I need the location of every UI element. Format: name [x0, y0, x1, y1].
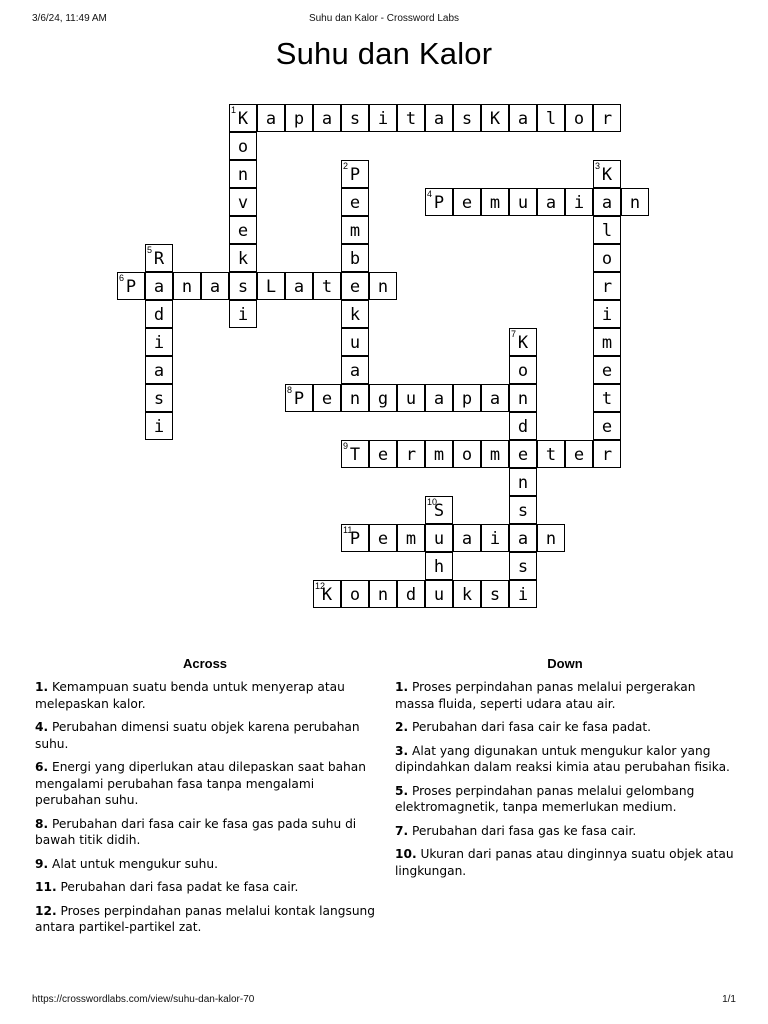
cell-letter: o	[573, 109, 585, 129]
cell-letter: m	[405, 529, 417, 549]
print-url: https://crosswordlabs.com/view/suhu-dan-kalor-70	[32, 994, 255, 1005]
cell-letter: g	[377, 389, 389, 409]
grid-cell	[509, 384, 537, 412]
grid-cell	[145, 244, 173, 272]
cell-letter: s	[237, 277, 249, 297]
grid-cell	[593, 160, 621, 188]
grid-cell	[369, 384, 397, 412]
cell-letter: a	[433, 109, 445, 129]
cell-letter: t	[545, 445, 557, 465]
cell-letter: o	[237, 137, 249, 157]
down-clue-list	[395, 679, 735, 879]
cell-letter: n	[181, 277, 193, 297]
clue-number: 4.	[35, 720, 49, 734]
cell-letter: k	[237, 249, 249, 269]
cell-letter: u	[349, 333, 361, 353]
cell-letter: K	[601, 165, 613, 185]
grid-cell	[425, 440, 453, 468]
clue-number: 8.	[35, 816, 49, 831]
grid-cell	[425, 524, 453, 552]
cell-letter: a	[153, 361, 165, 381]
cell-letter: n	[237, 165, 249, 185]
cell-letter: s	[461, 109, 473, 129]
down-clue	[395, 846, 735, 879]
grid-cell	[425, 580, 453, 608]
grid-cell	[397, 524, 425, 552]
clue-number: 5.	[395, 783, 409, 798]
grid-cell	[229, 272, 257, 300]
grid-cell	[369, 524, 397, 552]
clue-text: Perubahan dari fasa gas ke fasa cair.	[408, 823, 637, 838]
grid-cell	[397, 580, 425, 608]
clue-text: Perubahan dari fasa padat ke fasa cair.	[56, 880, 299, 894]
grid-cell	[341, 440, 369, 468]
grid-cell	[509, 412, 537, 440]
print-page-number: 1/1	[722, 994, 736, 1005]
grid-cell	[537, 440, 565, 468]
grid-cell	[229, 104, 257, 132]
grid-cell	[173, 272, 201, 300]
down-heading: Down	[547, 656, 583, 671]
cell-letter: i	[153, 333, 165, 353]
grid-cell	[341, 300, 369, 328]
grid-cell	[313, 580, 341, 608]
grid-cell	[453, 188, 481, 216]
grid-cell	[565, 188, 593, 216]
cell-letter: m	[489, 445, 501, 465]
cell-letter: e	[601, 417, 613, 437]
cell-letter: d	[153, 305, 165, 325]
grid-cell	[257, 104, 285, 132]
grid-cell	[341, 356, 369, 384]
grid-cell	[593, 300, 621, 328]
cell-letter: i	[153, 417, 165, 437]
cell-letter: b	[349, 249, 361, 269]
cell-letter: r	[601, 445, 613, 465]
cell-letter: a	[601, 193, 613, 213]
across-clue	[35, 856, 375, 873]
cell-letter: e	[573, 445, 585, 465]
cell-number: 9	[343, 441, 349, 451]
cell-letter: u	[517, 193, 529, 213]
cell-letter: a	[489, 389, 501, 409]
cell-letter: t	[321, 277, 333, 297]
grid-cell	[341, 272, 369, 300]
grid-cell	[341, 580, 369, 608]
clue-number: 10.	[395, 847, 417, 861]
across-clue	[35, 879, 375, 896]
grid-cell	[229, 244, 257, 272]
cell-letter: n	[377, 585, 389, 605]
across-clue	[35, 816, 375, 849]
clue-number: 3.	[395, 743, 409, 758]
clue-number: 1.	[35, 680, 49, 694]
cell-letter: P	[125, 277, 137, 297]
cell-number: 8	[287, 385, 293, 395]
cell-letter: k	[461, 585, 473, 605]
cell-letter: P	[293, 389, 305, 409]
cell-letter: o	[349, 585, 361, 605]
grid-cell	[313, 104, 341, 132]
grid-cell	[565, 440, 593, 468]
grid-cell	[425, 552, 453, 580]
grid-cell	[453, 104, 481, 132]
across-clue	[35, 679, 375, 712]
clue-text: Proses perpindahan panas melalui kontak langsung antara partikel-partikel zat.	[35, 903, 376, 934]
grid-cell	[425, 496, 453, 524]
clue-number: 2.	[395, 720, 409, 734]
cell-letter: o	[601, 249, 613, 269]
grid-cell	[117, 272, 145, 300]
grid-cell	[341, 328, 369, 356]
cell-letter: T	[349, 445, 361, 465]
grid-cell	[145, 300, 173, 328]
cell-letter: L	[265, 277, 277, 297]
clue-number: 1.	[395, 680, 409, 694]
cell-letter: a	[293, 277, 305, 297]
clue-number: 11.	[35, 880, 57, 894]
cell-letter: o	[517, 361, 529, 381]
grid-cell	[593, 328, 621, 356]
grid-cell	[509, 440, 537, 468]
grid-cell	[145, 412, 173, 440]
grid-cell	[341, 384, 369, 412]
cell-number: 7	[511, 329, 517, 339]
cell-letter: i	[601, 305, 613, 325]
cell-letter: s	[153, 389, 165, 409]
cell-letter: t	[601, 389, 613, 409]
cell-letter: i	[237, 305, 249, 325]
cell-letter: i	[517, 585, 529, 605]
cell-letter: m	[601, 333, 613, 353]
cell-letter: a	[153, 277, 165, 297]
across-clue	[35, 903, 375, 936]
grid-cell	[341, 160, 369, 188]
cell-letter: n	[517, 389, 529, 409]
cell-number: 1	[231, 105, 237, 115]
across-clue-list	[35, 679, 375, 936]
cell-letter: d	[517, 417, 529, 437]
grid-cell	[369, 580, 397, 608]
grid-cell	[593, 412, 621, 440]
cell-number: 11	[343, 525, 353, 535]
cell-letter: e	[237, 221, 249, 241]
cell-letter: n	[349, 389, 361, 409]
down-clue	[395, 719, 735, 736]
grid-cell	[397, 440, 425, 468]
cell-letter: s	[489, 585, 501, 605]
cell-letter: a	[433, 389, 445, 409]
grid-cell	[341, 188, 369, 216]
grid-cell	[537, 524, 565, 552]
grid-cell	[509, 552, 537, 580]
grid-cell	[229, 188, 257, 216]
cell-letter: a	[461, 529, 473, 549]
across-heading: Across	[182, 656, 228, 671]
grid-cell	[145, 356, 173, 384]
cell-letter: a	[545, 193, 557, 213]
cell-letter: n	[517, 473, 529, 493]
cell-letter: r	[601, 277, 613, 297]
down-clue	[395, 783, 735, 816]
cell-letter: e	[461, 193, 473, 213]
clue-text: Energi yang diperlukan atau dilepaskan saat bahan mengalami perubahan fasa tanpa mengalami perubahan suhu.	[35, 760, 366, 807]
down-clue	[395, 823, 735, 840]
cell-number: 3	[595, 161, 601, 171]
cell-letter: v	[237, 193, 249, 213]
cell-letter: n	[377, 277, 389, 297]
cell-number: 2	[343, 161, 349, 171]
clue-text: Proses perpindahan panas melalui gelombang elektromagnetik, tanpa memerlukan medium.	[395, 783, 695, 814]
grid-cell	[621, 188, 649, 216]
cell-letter: e	[321, 389, 333, 409]
grid-cell	[425, 104, 453, 132]
cell-number: 6	[119, 273, 125, 283]
cell-letter: m	[489, 193, 501, 213]
cell-letter: o	[461, 445, 473, 465]
grid-cell	[145, 384, 173, 412]
grid-cell	[593, 384, 621, 412]
down-clues	[395, 656, 735, 886]
clue-text: Ukuran dari panas atau dinginnya suatu objek atau lingkungan.	[395, 847, 734, 878]
cell-letter: d	[405, 585, 417, 605]
across-clues	[35, 656, 375, 943]
grid-cell	[565, 104, 593, 132]
grid-cell	[593, 440, 621, 468]
grid-cell	[509, 356, 537, 384]
cell-letter: P	[349, 529, 361, 549]
page-title: Suhu dan Kalor	[275, 36, 493, 71]
cell-letter: e	[377, 445, 389, 465]
cell-letter: r	[601, 109, 613, 129]
cell-number: 4	[427, 189, 433, 199]
cell-letter: l	[601, 221, 613, 241]
grid-cell	[285, 384, 313, 412]
grid-cell	[229, 160, 257, 188]
cell-letter: a	[321, 109, 333, 129]
grid-cell	[229, 216, 257, 244]
clue-number: 6.	[35, 760, 49, 774]
clue-number: 7.	[395, 823, 409, 838]
cell-letter: e	[349, 277, 361, 297]
cell-letter: e	[601, 361, 613, 381]
cell-letter: s	[517, 557, 529, 577]
cell-letter: n	[629, 193, 641, 213]
grid-cell	[369, 104, 397, 132]
grid-cell	[537, 104, 565, 132]
grid-cell	[285, 272, 313, 300]
clue-text: Perubahan dari fasa cair ke fasa gas pada suhu di bawah titik didih.	[35, 816, 357, 847]
cell-letter: i	[377, 109, 389, 129]
clue-text: Alat yang digunakan untuk mengukur kalor yang dipindahkan dalam reaksi kimia atau perubahan fisika.	[395, 743, 730, 774]
grid-cell	[481, 104, 509, 132]
grid-cell	[481, 188, 509, 216]
grid-cell	[341, 104, 369, 132]
grid-cell	[593, 104, 621, 132]
cell-letter: K	[321, 585, 333, 605]
grid-cell	[481, 384, 509, 412]
grid-cell	[313, 384, 341, 412]
cell-letter: a	[209, 277, 221, 297]
cell-letter: u	[433, 529, 445, 549]
grid-cell	[481, 580, 509, 608]
cell-letter: i	[573, 193, 585, 213]
cell-letter: K	[237, 109, 249, 129]
grid-cell	[229, 132, 257, 160]
grid-cell	[509, 328, 537, 356]
print-datetime: 3/6/24, 11:49 AM	[32, 13, 107, 24]
cell-letter: h	[433, 557, 445, 577]
cell-letter: e	[349, 193, 361, 213]
grid-cell	[593, 188, 621, 216]
grid-cell	[453, 524, 481, 552]
cell-letter: u	[433, 585, 445, 605]
grid-cell	[145, 328, 173, 356]
grid-cell	[145, 272, 173, 300]
grid-cell	[285, 104, 313, 132]
grid-cell	[509, 104, 537, 132]
down-clue	[395, 679, 735, 712]
clue-text: Perubahan dimensi suatu objek karena perubahan suhu.	[35, 720, 360, 751]
across-clue	[35, 759, 375, 809]
cell-letter: P	[433, 193, 445, 213]
cell-letter: a	[349, 361, 361, 381]
cell-number: 10	[427, 497, 438, 507]
grid-cell	[453, 580, 481, 608]
grid-cell	[593, 244, 621, 272]
grid-cell	[593, 356, 621, 384]
cell-letter: n	[545, 529, 557, 549]
cell-letter: K	[489, 109, 501, 129]
grid-cell	[481, 440, 509, 468]
grid-cell	[453, 440, 481, 468]
cell-letter: K	[517, 333, 529, 353]
clue-text: Kemampuan suatu benda untuk menyerap atau melepaskan kalor.	[35, 680, 345, 711]
grid-cell	[509, 188, 537, 216]
print-page-title: Suhu dan Kalor - Crossword Labs	[308, 13, 460, 24]
cell-letter: s	[349, 109, 361, 129]
grid-cell	[341, 244, 369, 272]
cell-letter: s	[517, 501, 529, 521]
grid-cell	[425, 384, 453, 412]
grid-cell	[509, 496, 537, 524]
cell-letter: p	[293, 109, 305, 129]
cell-letter: R	[153, 249, 165, 269]
cell-letter: l	[545, 109, 557, 129]
grid-cell	[509, 468, 537, 496]
grid-cell	[593, 216, 621, 244]
clue-text: Alat untuk mengukur suhu.	[48, 856, 218, 871]
grid-cell	[397, 104, 425, 132]
grid-cell	[481, 524, 509, 552]
cell-letter: m	[349, 221, 361, 241]
cell-letter: t	[405, 109, 417, 129]
cell-letter: r	[405, 445, 417, 465]
cell-letter: P	[349, 165, 361, 185]
grid-cell	[453, 384, 481, 412]
grid-cell	[201, 272, 229, 300]
cell-letter: p	[461, 389, 473, 409]
grid-cell	[341, 216, 369, 244]
cell-letter: i	[489, 529, 501, 549]
clue-number: 9.	[35, 856, 49, 871]
grid-cell	[509, 580, 537, 608]
grid-cell	[369, 440, 397, 468]
grid-cell	[397, 384, 425, 412]
across-clue	[35, 719, 375, 752]
cell-letter: a	[517, 529, 529, 549]
clue-text: Proses perpindahan panas melalui pergerakan massa fluida, seperti udara atau air.	[395, 680, 696, 711]
grid-cell	[369, 272, 397, 300]
cell-letter: S	[433, 501, 445, 521]
cell-letter: u	[405, 389, 417, 409]
grid-cell	[341, 524, 369, 552]
down-clue	[395, 743, 735, 776]
cell-letter: k	[349, 305, 361, 325]
cell-letter: m	[433, 445, 445, 465]
cell-letter: e	[377, 529, 389, 549]
clue-number: 12.	[35, 903, 57, 918]
clue-text: Perubahan dari fasa cair ke fasa padat.	[408, 720, 652, 734]
cell-number: 5	[147, 245, 153, 255]
grid-cell	[509, 524, 537, 552]
grid-cell	[593, 272, 621, 300]
cell-letter: a	[265, 109, 277, 129]
cell-number: 12	[315, 581, 326, 591]
grid-cell	[229, 300, 257, 328]
grid-cell	[425, 188, 453, 216]
grid-cell	[257, 272, 285, 300]
cell-letter: e	[517, 445, 529, 465]
grid-cell	[537, 188, 565, 216]
grid-cell	[313, 272, 341, 300]
cell-letter: a	[517, 109, 529, 129]
